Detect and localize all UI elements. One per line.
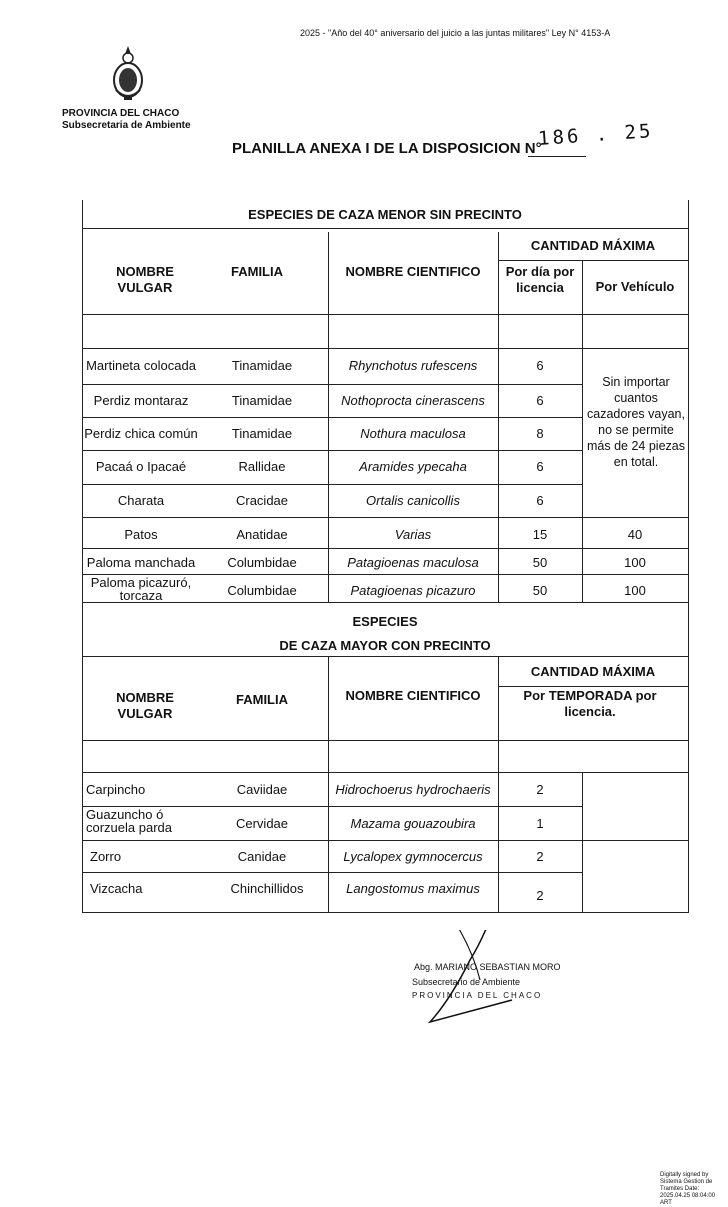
small-game-title: ESPECIES DE CAZA MENOR SIN PRECINTO — [248, 207, 522, 222]
col-scientific-name-2: NOMBRE CIENTIFICO — [345, 688, 481, 703]
table-row-scientific: Mazama gouazoubira — [350, 816, 476, 831]
row-line — [82, 772, 688, 773]
signer-role: Subsecretario de Ambiente — [412, 977, 521, 987]
table-right-border — [688, 200, 689, 913]
table-row-family: Rallidae — [238, 459, 286, 474]
col-per-day: Por día por licencia — [505, 264, 575, 295]
col-common-name: NOMBRE VULGAR — [116, 264, 174, 295]
col-family: FAMILIA — [231, 264, 283, 279]
table-row-common: Zorro — [90, 849, 122, 864]
table-row-family: Tinamidae — [231, 393, 293, 408]
table-row-per-day: 8 — [536, 426, 544, 441]
table-row-scientific: Varias — [394, 527, 432, 542]
row-line — [82, 417, 582, 418]
big-game-title-1: ESPECIES — [352, 614, 418, 629]
row-line — [82, 548, 688, 549]
table-row-family: Tinamidae — [231, 426, 293, 441]
row-line — [82, 384, 582, 385]
table-row-scientific: Lycalopex gymnocercus — [343, 849, 483, 864]
table-row-family: Canidae — [237, 849, 287, 864]
big-game-title-2: DE CAZA MAYOR CON PRECINTO — [279, 638, 491, 653]
table-row-scientific: Aramides ypecaha — [359, 459, 467, 474]
col-max-quantity: CANTIDAD MÁXIMA — [530, 238, 656, 253]
table-row-per-season: 2 — [536, 888, 544, 903]
table-row-per-season: 1 — [536, 816, 544, 831]
table-row-family: Columbidae — [227, 583, 297, 598]
col-common-name-2: NOMBRE VULGAR — [116, 690, 174, 721]
table-row-family: Chinchillidos — [230, 881, 304, 896]
table-row-scientific: Patagioenas picazuro — [350, 583, 476, 598]
col-line — [582, 772, 583, 912]
col-max-quantity-2: CANTIDAD MÁXIMA — [530, 664, 656, 679]
table-row-common: Carpincho — [86, 782, 146, 797]
table-row-per-vehicle: 40 — [627, 527, 643, 542]
table-row-common: Vizcacha — [90, 881, 143, 896]
table-row-common: Martineta colocada — [86, 358, 196, 373]
row-line — [82, 314, 688, 315]
page-title: PLANILLA ANEXA I DE LA DISPOSICION N° — [232, 140, 542, 157]
table-row-family: Columbidae — [227, 555, 297, 570]
table-row-per-season: 2 — [536, 849, 544, 864]
table-row-family: Cracidae — [235, 493, 289, 508]
number-underline — [528, 156, 586, 157]
banner-text: 2025 - "Año del 40° aniversario del juicio a las juntas militares" Ley N° 4153-A — [300, 28, 611, 38]
table-row-common: Charata — [117, 493, 165, 508]
table-row-family: Cervidae — [235, 816, 289, 831]
table-row-scientific: Nothoprocta cinerascens — [341, 393, 485, 408]
col-line — [582, 260, 583, 602]
table-row-per-vehicle: 100 — [624, 555, 646, 570]
table-row-per-vehicle: 100 — [624, 583, 646, 598]
table-row-per-season: 2 — [536, 782, 544, 797]
row-line — [82, 602, 688, 603]
table-row-common: Paloma manchada — [86, 555, 196, 570]
signer-name: Abg. MARIANO SEBASTIAN MORO — [414, 962, 561, 972]
table-row-scientific: Patagioenas maculosa — [347, 555, 479, 570]
table-row-scientific: Langostomus maximus — [346, 881, 480, 896]
table-row-common: Perdiz chica común — [84, 426, 198, 441]
row-line — [82, 517, 688, 518]
table-row-scientific: Nothura maculosa — [360, 426, 466, 441]
province-crest-icon — [108, 44, 148, 104]
table-row-common: Pacaá o Ipacaé — [95, 459, 187, 474]
department-name: Subsecretaria de Ambiente — [62, 120, 191, 131]
row-line — [82, 740, 688, 741]
row-line — [82, 840, 688, 841]
row-line — [82, 484, 582, 485]
signer-province: PROVINCIA DEL CHACO — [412, 991, 543, 1000]
table-row-common: Guazuncho ó corzuela parda — [86, 807, 172, 835]
row-line — [498, 686, 688, 687]
table-row-family: Anatidae — [236, 527, 288, 542]
table-row-per-day: 6 — [536, 493, 544, 508]
row-line — [82, 912, 688, 913]
col-scientific-name: NOMBRE CIENTIFICO — [345, 264, 481, 279]
digital-signature-stamp: Digitally signed by Sistema Gestion de Tramites Date: 2025.04.25 08:04:00 ART — [660, 1172, 716, 1206]
col-per-vehicle: Por Vehículo — [595, 279, 675, 294]
row-line — [82, 228, 688, 229]
row-line — [82, 348, 688, 349]
table-row-scientific: Hidrochoerus hydrochaeris — [335, 782, 491, 797]
table-row-family: Tinamidae — [231, 358, 293, 373]
disposition-number: 186 . 25 — [537, 119, 655, 151]
row-line — [82, 450, 582, 451]
table-row-per-day: 50 — [532, 583, 548, 598]
col-per-season: Por TEMPORADA por licencia. — [523, 688, 657, 719]
table-row-per-day: 6 — [536, 459, 544, 474]
row-line — [82, 656, 688, 657]
table-row-common: Patos — [124, 527, 158, 542]
row-line — [82, 872, 582, 873]
col-family-2: FAMILIA — [236, 692, 288, 707]
province-name: PROVINCIA DEL CHACO — [62, 108, 180, 119]
table-row-common: Paloma picazuró, torcaza — [90, 575, 192, 603]
table-row-per-day: 6 — [536, 358, 544, 373]
vehicle-note: Sin importar cuantos cazadores vayan, no se permite más de 24 piezas en total. — [587, 375, 685, 469]
table-row-per-day: 15 — [532, 527, 548, 542]
table-row-family: Caviidae — [236, 782, 288, 797]
table-row-scientific: Rhynchotus rufescens — [348, 358, 478, 373]
row-line — [498, 260, 688, 261]
table-row-common: Perdiz montaraz — [93, 393, 189, 408]
table-row-scientific: Ortalis canicollis — [366, 493, 460, 508]
table-row-per-day: 6 — [536, 393, 544, 408]
table-row-per-day: 50 — [532, 555, 548, 570]
